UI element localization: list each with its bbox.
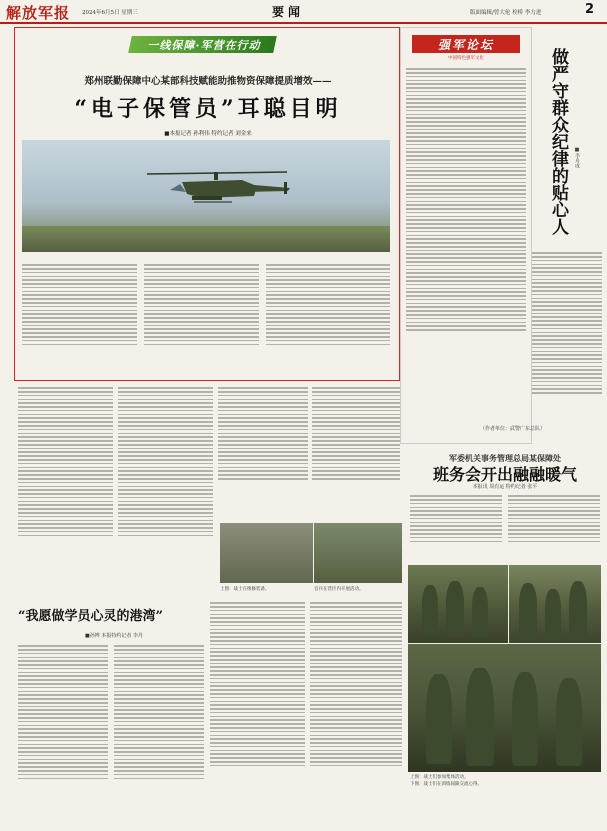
article3-byline: ■孙博 本报特约记者 李丹 (85, 633, 143, 639)
feature-byline: ■本报记者 孙利伟 特约记者 刘金来 (164, 131, 252, 137)
dateline: 2024年6月5日 星期三 (82, 10, 138, 16)
section-title: 要闻 (272, 5, 305, 19)
article2-kicker: 军委机关事务管理总局某保障处 (449, 453, 561, 463)
article2-photo-bottom (408, 644, 601, 772)
article3-body-4 (310, 600, 402, 826)
page-editors: 版面编辑/曾大伦 栓桥 李力进 (470, 10, 542, 16)
feature-headline: “电子保管员”耳聪目明 (74, 96, 342, 122)
helicopter-illustration (142, 168, 292, 218)
article2-caption-b: 下图：战士们在训练间隙交流心得。 (410, 782, 482, 787)
article3-body-1 (18, 643, 108, 826)
feature-kicker: 郑州联勤保障中心某部科技赋能助推物资保障提质增效—— (84, 76, 332, 87)
article3-headline: “我愿做学员心灵的港湾” (18, 609, 163, 624)
editorial-column-subtitle: 中国特色强军文化 (448, 56, 484, 61)
feature-body-column-3 (266, 262, 390, 374)
feature-body-column-2 (144, 262, 259, 374)
middle-article-text (218, 385, 308, 515)
article2-photo-right (509, 565, 601, 643)
article2-body-1 (410, 493, 502, 563)
editorial-credit: （作者单位：武警广东总队） (480, 426, 546, 432)
middle-photo-2 (314, 523, 402, 583)
middle-photo-1 (220, 523, 313, 583)
article2-photo-left (408, 565, 508, 643)
middle-article-text-2 (312, 385, 400, 515)
editorial-author: ■李舟成 (574, 147, 580, 168)
article2-headline: 班务会开出融融暖气 (432, 465, 577, 484)
article3-body-2 (114, 643, 204, 826)
editorial-body (406, 66, 526, 421)
article2-body-2 (508, 493, 600, 563)
middle-photo-1-caption: 上图：战士在维修装备。 (220, 587, 270, 592)
editorial-title: 做严守群众纪律的贴心人 (548, 48, 568, 235)
page-number: 2 (585, 2, 595, 17)
middle-photo-2-caption: 官兵在营区内开展活动。 (314, 587, 364, 592)
article2-caption-a: 上图：战士们参加集体活动。 (410, 775, 469, 780)
article2-byline: 本报讯 周有运 特约记者 张平 (472, 484, 538, 490)
left-article-text-2 (118, 385, 213, 590)
editorial-column-name: 强军论坛 (437, 38, 494, 52)
feature-photo (22, 140, 390, 252)
editorial-body-2 (532, 250, 602, 440)
feature-body-column-1 (22, 262, 137, 374)
left-article-text (18, 385, 113, 590)
newspaper-logo: 解放军报 (6, 4, 71, 22)
article3-body-3 (210, 600, 305, 826)
column-banner-label: 一线保障·军营在行动 (147, 39, 261, 52)
